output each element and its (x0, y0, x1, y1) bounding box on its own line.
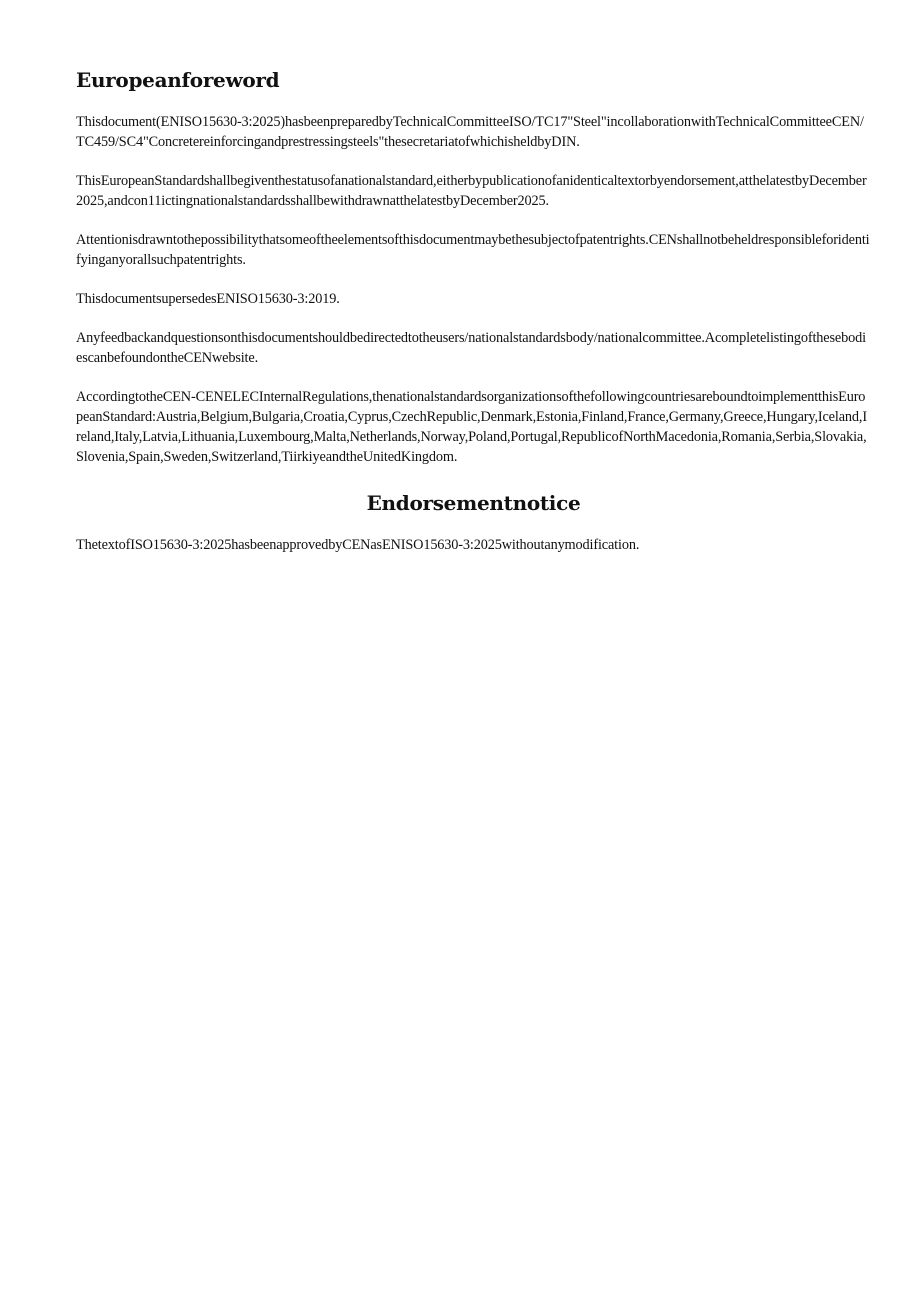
foreword-paragraph-status: ThisEuropeanStandardshallbegiventhestatusofanationalstandard,eitherbypublicationofanidenticaltextorbyendorsement,atthelatestbyDecember2025,andcon11ictingnationalstandardsshallbewithdrawnatthelatestbyDecember2025. (76, 173, 867, 209)
foreword-paragraph-committee: Thisdocument(ENISO15630-3:2025)hasbeenpreparedbyTechnicalCommitteeISO/TC17"Steel"incollaborationwithTechnicalCommitteeCEN/TC459/SC4"Concretereinforcingandprestressingsteels"thesecretariatofwhichisheldbyDIN. (76, 114, 864, 150)
foreword-paragraph-feedback: Anyfeedbackandquestionsonthisdocumentshouldbedirectedtotheusers/nationalstandardsbody/nationalcommittee.AcompletelistingofthesebodiescanbefoundontheCENwebsite. (76, 330, 866, 366)
document-page (76, 68, 871, 574)
endorsement-heading: Endorsementnotice (366, 491, 581, 515)
foreword-paragraph-patents: Attentionisdrawntothepossibilitythatsomeoftheelementsofthisdocumentmaybethesubjectofpatentrights.CENshallnotbeheldresponsibleforidentifyinganyorallsuchpatentrights. (76, 232, 870, 268)
foreword-paragraph-countries: AccordingtotheCEN-CENELECInternalRegulations,thenationalstandardsorganizationsofthefollowingcountriesareboundtoimplementthisEuropeanStandard:Austria,Belgium,Bulgaria,Croatia,Cyprus,CzechRepublic,Denmark,Estonia,Finland,France,Germany,Greece,Hungary,Iceland,Ireland,Italy,Latvia,Lithuania,Luxembourg,Malta,Netherlands,Norway,Poland,Portugal,RepublicofNorthMacedonia,Romania,Serbia,Slovakia,Slovenia,Spain,Sweden,Switzerland,TiirkiyeandtheUnitedKingdom. (76, 389, 867, 465)
endorsement-paragraph: ThetextofISO15630-3:2025hasbeenapprovedbyCENasENISO15630-3:2025withoutanymodification. (76, 537, 640, 553)
foreword-paragraph-supersedes: ThisdocumentsupersedesENISO15630-3:2019. (76, 291, 340, 307)
foreword-heading: Europeanforeword (76, 68, 280, 92)
